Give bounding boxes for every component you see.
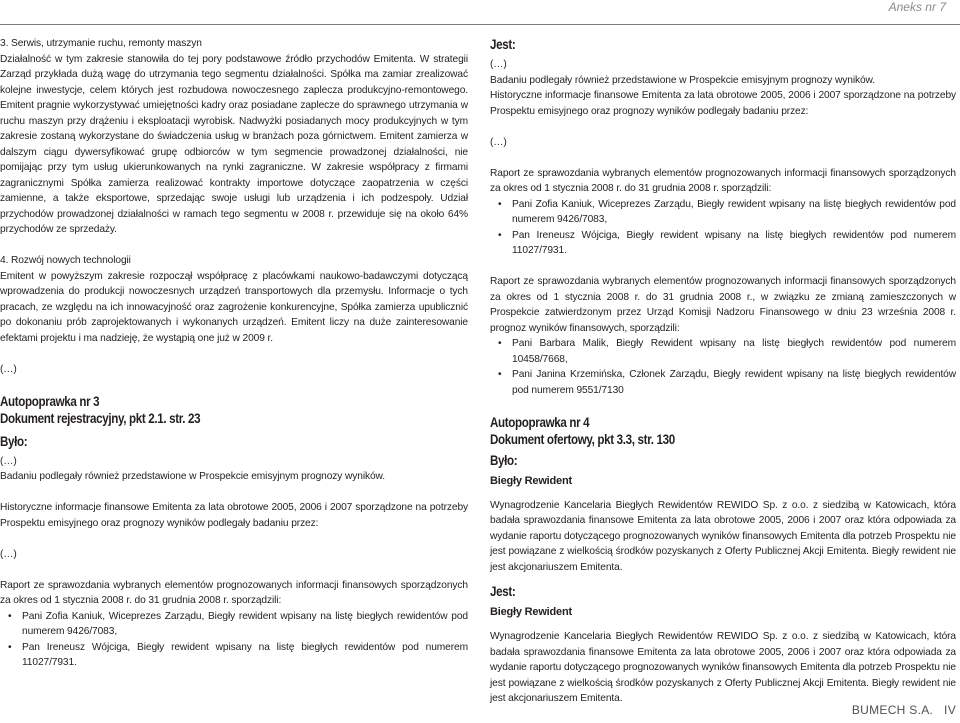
- wynagrodzenie-paragraph: Wynagrodzenie Kancelaria Biegłych Rewidentów REWIDO Sp. z o.o. z siedzibą w Katowicach, która badała sprawozdania finansowe Emitenta za lata obrotowe 2005, 2006 i 2007 oraz która odpowiada za wydanie raportu dotyczącego prognozowanych wyników finansowych Emitenta dla potrzeb Prospektu nie jest powiązane z wielkością środków pozyskanych z Oferty Publicznej Akcji Emitenta. Biegły rewident nie jest akcjonariuszem Emitenta.: [490, 499, 956, 573]
- jest-label: Jest:: [490, 584, 516, 599]
- document-reference-heading: Dokument ofertowy, pkt 3.3, str. 130: [490, 431, 675, 447]
- raport-paragraph-2: Raport ze sprawozdania wybranych elementów prognozowanych informacji finansowych sporządzonych za okres od 1 stycznia 2008 r. do 31 grudnia 2008 r., w związku ze zmianą zamieszczonych w Prospekcie zatwierdzonym przez Urząd Komisji Nadzoru Finansowego w dniu 23 września 2008 r. prognoz wyników finansowych, sporządzili:: [490, 276, 956, 334]
- document-reference-heading: Dokument rejestracyjny, pkt 2.1. str. 23: [0, 410, 201, 426]
- list-item: • Pani Zofia Kaniuk, Wiceprezes Zarządu, Biegły rewident wpisany na listę biegłych rewidentów pod numerem 9426/7083,: [22, 609, 468, 640]
- list-item: • Pan Ireneusz Wójciga, Biegły rewident wpisany na listę biegłych rewidentów pod numerem 11027/7931.: [512, 228, 956, 259]
- ellipsis: (…): [490, 59, 507, 70]
- autopoprawka-heading: Autopoprawka nr 3: [0, 393, 100, 409]
- ellipsis: (…): [490, 136, 507, 148]
- section-4-title: 4. Rozwój nowych technologii: [0, 255, 131, 266]
- auditor-list-2: [490, 336, 956, 398]
- bylo-label: Było:: [490, 452, 518, 468]
- historyczne-paragraph: Historyczne informacje finansowe Emitenta za lata obrotowe 2005, 2006 i 2007 sporządzone na potrzeby Prospektu emisyjnego oraz prognozy wyników podlegały badaniu przez:: [490, 90, 956, 117]
- right-column: [490, 36, 956, 707]
- list-item: • Pan Ireneusz Wójciga, Biegły rewident wpisany na listę biegłych rewidentów pod numerem 11027/7931.: [22, 640, 468, 671]
- ellipsis: (…): [0, 548, 17, 560]
- list-item: • Pani Barbara Malik, Biegły Rewident wpisany na listę biegłych rewidentów pod numerem 10458/7668,: [512, 336, 956, 367]
- auditor-list: [0, 609, 468, 671]
- historyczne-paragraph: Historyczne informacje finansowe Emitenta za lata obrotowe 2005, 2006 i 2007 sporządzone na potrzeby Prospektu emisyjnego oraz prognozy wyników podlegały badaniu przez:: [0, 502, 468, 529]
- page-footer: BUMECH S.A. IV: [851, 703, 956, 717]
- section-4-text: Emitent w powyższym zakresie rozpoczął współpracę z placówkami naukowo-badawczymi dotyczącą wprowadzenia do produkcji nowoczesnych urządzeń transportowych dla przemysłu. Informacje o tych pracach, ze względu na ich innowacyjność oraz zagrożenie konkurencyjne, Spółka zamierza upublicznić po dokonaniu prób zaprojektowanych i wykonanych urządzeń. Emitent liczy na duże zainteresowanie efektami projektu i ma nadzieję, że wystąpią one już w 2009 r.: [0, 270, 468, 344]
- jest-label: Jest:: [490, 37, 516, 52]
- prospekt-line: Badaniu podlegały również przedstawione w Prospekcie emisyjnym prognozy wyników.: [490, 74, 875, 86]
- autopoprawka-heading: Autopoprawka nr 4: [490, 414, 590, 430]
- biegly-rewident-label: Biegły Rewident: [490, 474, 572, 487]
- raport-paragraph-1: Raport ze sprawozdania wybranych elementów prognozowanych informacji finansowych sporządzonych za okres od 1 stycznia 2008 r. do 31 grudnia 2008 r. sporządzili:: [490, 167, 956, 194]
- list-item: • Pani Janina Krzemińska, Członek Zarządu, Biegły rewident wpisany na listę biegłych rewidentów pod numerem 9551/7130: [512, 367, 956, 398]
- list-item: • Pani Zofia Kaniuk, Wiceprezes Zarządu, Biegły rewident wpisany na listę biegłych rewidentów pod numerem 9426/7083,: [512, 197, 956, 228]
- page-header-title: Aneks nr 7: [888, 0, 946, 14]
- section-3-title: 3. Serwis, utrzymanie ruchu, remonty maszyn: [0, 38, 202, 49]
- left-column: [0, 36, 468, 671]
- wynagrodzenie-paragraph: Wynagrodzenie Kancelaria Biegłych Rewidentów REWIDO Sp. z o.o. z siedzibą w Katowicach, która badała sprawozdania finansowe Emitenta za lata obrotowe 2005, 2006 i 2007 oraz która odpowiada za wydanie raportu dotyczącego prognozowanych wyników finansowych Emitenta dla potrzeb Prospektu nie jest powiązane z wielkością środków pozyskanych z Oferty Publicznej Akcji Emitenta. Biegły rewident nie jest akcjonariuszem Emitenta.: [490, 631, 956, 704]
- raport-paragraph: Raport ze sprawozdania wybranych elementów prognozowanych informacji finansowych sporządzonych za okres od 1 stycznia 2008 r. do 31 grudnia 2008 r. sporządzili:: [0, 579, 468, 606]
- ellipsis: (…): [0, 455, 17, 467]
- prospekt-line: Badaniu podlegały również przedstawione w Prospekcie emisyjnym prognozy wyników.: [0, 471, 385, 482]
- section-3-text: Działalność w tym zakresie stanowiła do tej pory podstawowe źródło przychodów Emitenta. W strategii Zarząd przykłada dużą wagę do utrzymania tego segmentu działalności. Spółka ma zamiar zrealizować kolejne inwestycje, celem których jest rozbudowa nowoczesnego zaplecza produkcyjno-remontowego. Emitent pragnie wykorzystywać umiejętności kadry oraz posiadane zaplecze do sprawnego utrzymania w ruchu maszyn przy drążeniu i eksploatacji wyrobisk. Nadwyżki posiadanych mocy produkcyjnych w tym zakresie zostaną wykorzystane do świadczenia usług w branżach poza górnictwem. Emitent zamierza w dalszym ciągu dywersyfikować grupę odbiorców w tym segmencie prowadzonej działalności, nie pomijając przy tym usług ukierunkowanych na rynki zagraniczne. W zakresie współpracy z firmami zagranicznymi Spółka zamierza realizować kontrakty importowe dotyczące zaopatrzenia w części zamienne, a także eksportowe, sprzedając swoje usługi lub urządzenia i ich podzespoły. Udział przychodów prowadzonej działalności w ramach tego segmentu w 2008 r. przewiduje się na około 64% przychodów ze sprzedaży.: [0, 53, 468, 235]
- bylo-label: Było:: [0, 433, 28, 449]
- biegly-rewident-label: Biegły Rewident: [490, 606, 572, 618]
- ellipsis: (…): [0, 363, 17, 375]
- header-rule: [0, 24, 960, 25]
- auditor-list-1: [490, 197, 956, 259]
